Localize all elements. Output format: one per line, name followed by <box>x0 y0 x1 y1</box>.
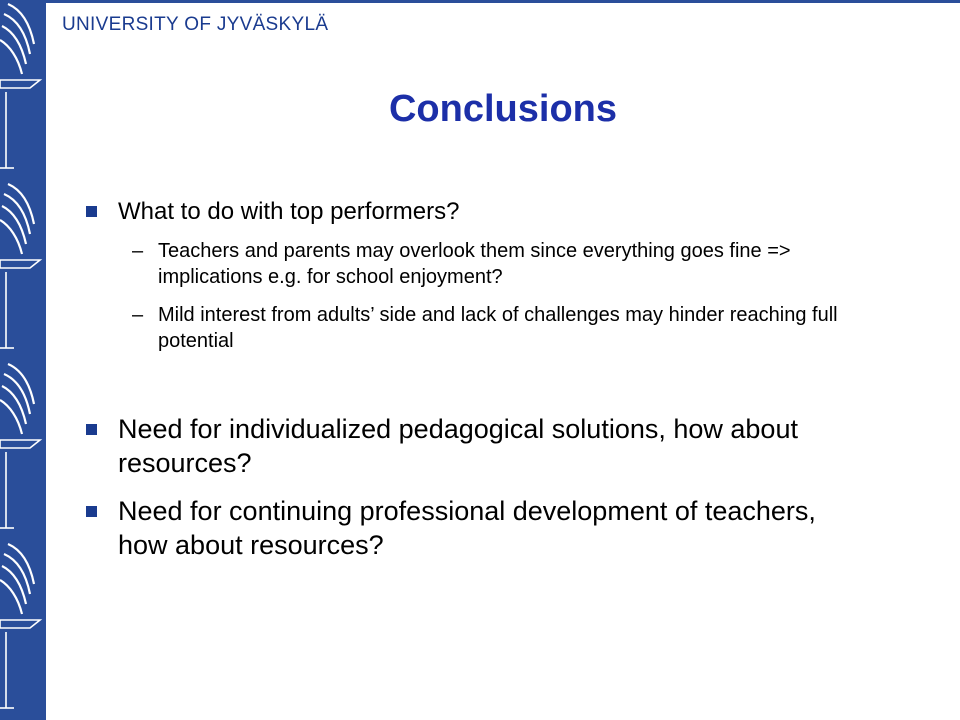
bullet-top-performers <box>80 196 850 228</box>
university-name: UNIVERSITY OF JYVÄSKYLÄ <box>62 14 329 35</box>
square-bullet-icon <box>86 206 97 217</box>
university-emblem-pattern <box>0 0 46 720</box>
bullet-text: What to do with top performers? <box>118 198 460 225</box>
sub-bullet-text: Mild interest from adults’ side and lack of challenges may hinder reaching full potential <box>158 304 838 352</box>
bullet-text: Need for individualized pedagogical solutions, how about resources? <box>118 414 798 478</box>
side-logo-band <box>0 0 46 720</box>
sub-bullet-overlook <box>80 238 850 290</box>
sub-bullet-text: Teachers and parents may overlook them since everything goes fine => implications e.g. for school enjoyment? <box>158 240 791 288</box>
square-bullet-icon <box>86 424 97 435</box>
header-rule <box>46 0 960 3</box>
bullet-professional-development <box>80 494 850 562</box>
dash-bullet-icon: – <box>132 304 144 326</box>
square-bullet-icon <box>86 506 97 517</box>
bullet-individualized-solutions <box>80 412 850 480</box>
sub-bullet-mild-interest <box>80 302 850 354</box>
bullet-text: Need for continuing professional development of teachers, how about resources? <box>118 496 816 560</box>
slide-title: Conclusions <box>388 88 618 130</box>
dash-bullet-icon: – <box>132 240 144 262</box>
slide-content <box>80 196 850 562</box>
